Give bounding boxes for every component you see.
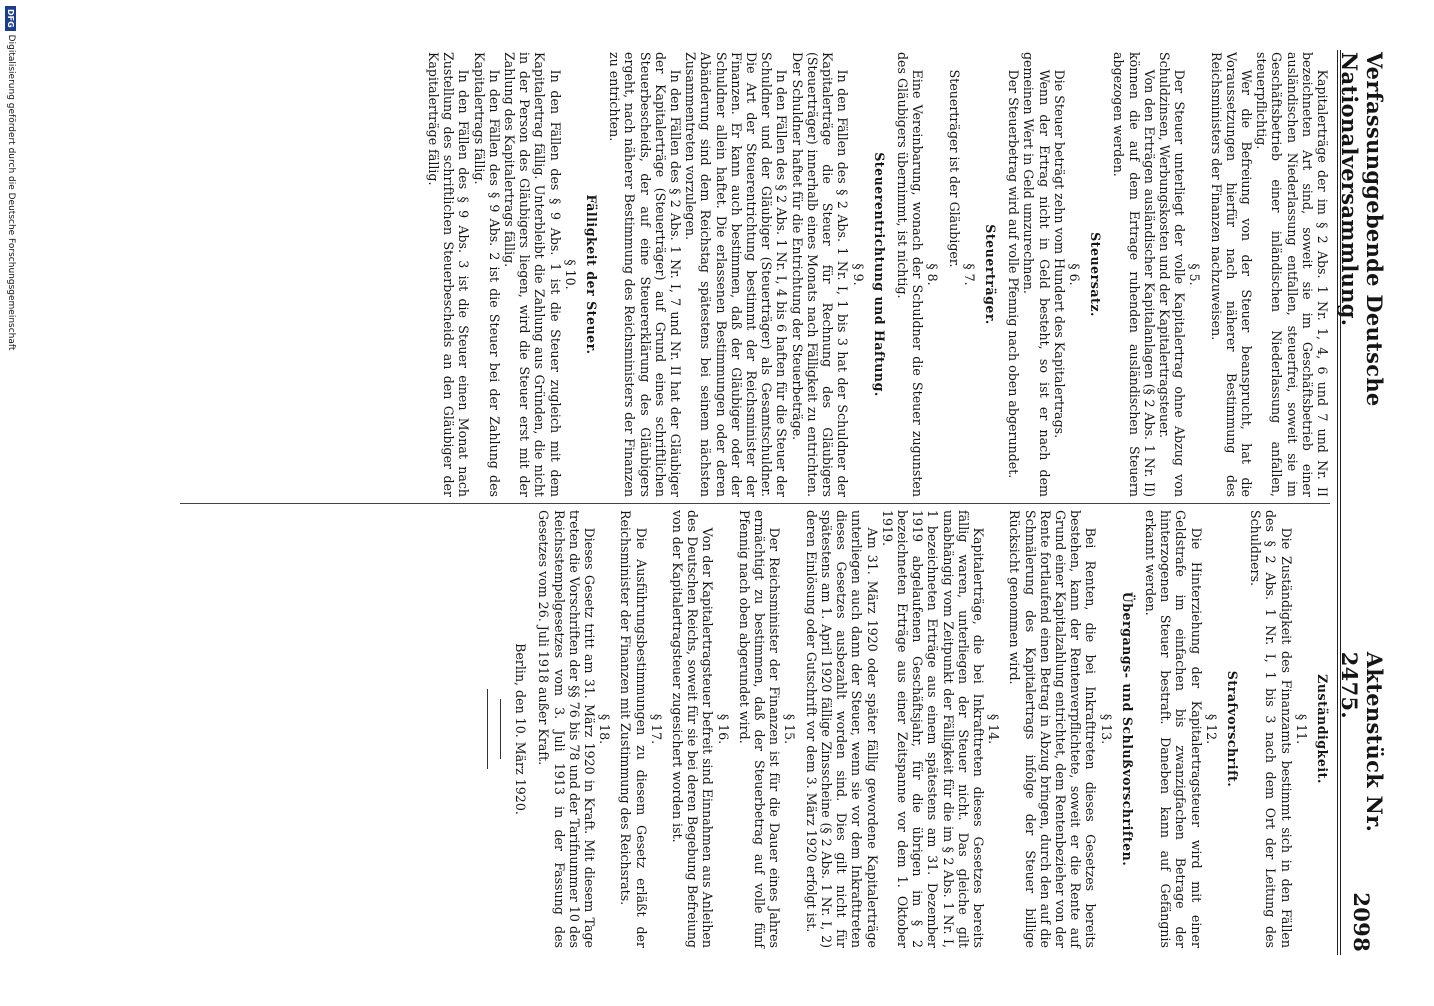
section-number: § 5. [1187, 263, 1203, 286]
paragraph: Wenn der Ertrag nicht in Geld besteht, so ist er nach dem gemeinen Wert in Geld umzurechnen. [1021, 52, 1052, 497]
paragraph: Kapitalerträge der im § 2 Abs. 1 Nr. 1, 4, 6 und 7 und Nr. II bezeichneten Art sind, soweit sie im Geschäftsbetrieb einer ausländischen Niederlassung entfallen, steuerfrei, soweit sie im Geschäftsbetrieb einer inländischen Niederlassung anfallen, steuerpflichtig. [1254, 52, 1330, 497]
section-number: § 9. [850, 263, 866, 286]
section-heading: Übergangs- und Schlußvorschriften. [1119, 591, 1135, 867]
footer-text: Digitalisierung gefördert durch die Deutsche Forschungsgemeinschaft [6, 34, 16, 351]
paragraph: In den Fällen des § 9 Abs. 2 ist die Steuer bei der Zahlung des Kapitalertrags fällig. [471, 52, 502, 497]
section-number: § 8. [925, 263, 941, 286]
section-number: § 7. [961, 263, 977, 286]
paragraph: In den Fällen des § 2 Abs. 1 Nr. I, 1 bis 3 hat der Schuldner der Kapitalerträge die Steuer für Rechnung des Gläubigers (Steuerträger) innerhalb eines Monats nach Fälligkeit zu entrichten. Der Schuldner haftet für die Entrichtung der Steuerbeträge. [789, 52, 851, 497]
paragraph: Der Reichsminister der Finanzen ist für die Dauer eines Jahres ermächtigt zu bestimmen, daß der Steuerbetrag auf volle fünf Pfennig nach oben abgerundet wird. [736, 510, 783, 948]
paragraph: Eine Vereinbarung, wonach der Schuldner die Steuer zugunsten des Gläubigers übernimmt, ist nichtig. [894, 52, 926, 497]
signature-line [487, 689, 488, 769]
header-title: Verfassunggebende Deutsche Nationalversammlung. [1337, 52, 1387, 407]
paragraph: Dieses Gesetz tritt am 31. März 1920 in Kraft. Mit diesem Tage treten die Vorschriften der §§ 76 bis 78 und der Tarifnummer 10 des Reichsstempelgesetzes vom 3. Juli 1913 in der Fassung des Gesetzes vom 26. Juli 1918 außer Kraft. [536, 510, 598, 948]
header-rule [1337, 50, 1341, 955]
page-header [1337, 52, 1387, 952]
paragraph: In den Fällen des § 2 Abs. 1 Nr. I, 4 bis 6 haften für die Steuer der Schuldner und der Gläubiger (Steuerträger) als Gesamtschuldner. Die Art der Steuerentrichtung bestimmt der Reichsminister der Finanzen. Er kann auch bestimmen, daß der Gläubiger oder der Schuldner allein haftet. Die erlassenen Bestimmungen oder deren Abänderung sind dem Reichstag spätestens bei seinem nächsten Zusammentreten vorzulegen. [683, 52, 790, 497]
dfg-logo: DFG [6, 6, 17, 31]
paragraph: Der Steuerbetrag wird auf volle Pfennig nach oben abgerundet. [1006, 69, 1022, 479]
section-number: § 14. [986, 713, 1002, 745]
paragraph: Die Hinterziehung der Kapitalertragsteuer wird mit einer Geldstrafe im einfachen bis zwanzigfachen Betrage der hinterzogenen Steuer bestraft. Daneben kann auf Gefängnis erkannt werden. [1142, 510, 1204, 948]
paragraph: Von der Kapitalertragsteuer befreit sind Einnahmen aus Anleihen des Deutschen Reichs, soweit für sie bei deren Begebung Befreiung von der Kapitalertragsteuer zugesichert worden ist. [670, 510, 716, 948]
paragraph: Steuerträger ist der Gläubiger. [946, 69, 962, 268]
signature-place-date: Berlin, den 10. März 1920. [513, 643, 529, 815]
section-heading: Steuerentrichtung und Haftung. [871, 152, 887, 397]
section-number: § 17. [648, 713, 664, 745]
paragraph: Die Steuer beträgt zehn vom Hundert des Kapitalertrags. [1051, 69, 1067, 439]
section-heading: Strafvorschrift. [1224, 670, 1240, 788]
paragraph: Die Zuständigkeit des Finanzamts bestimmt sich in den Fällen des § 2 Abs. 1 Nr. I, 1 bis 3 nach dem Ort der Leitung des Schuldners. [1248, 510, 1294, 948]
section-number: § 15. [782, 713, 798, 745]
paragraph: Am 31. März 1920 oder später fällig gewordene Kapitalerträge unterliegen auch dann der Steuer, wenn sie vor dem Inkrafttreten dieses Gesetzes ausbezahlt worden sind. Dies gilt nicht für spätestens am 1. April 1920 fällige Zinsscheine (§ 2 Abs. 1 Nr. I, 2) deren Einlösung oder Gutschrift vor dem 3. März 1920 erfolgt ist. [803, 510, 880, 948]
section-heading: Fälligkeit der Steuer. [584, 194, 600, 355]
paragraph: In den Fällen des § 9 Abs. 1 ist die Steuer zugleich mit dem Kapitalertrag fällig. Unterbleibt die Zahlung aus Gründen, die nicht in der Person des Gläubigers liegen, wird die Steuer erst mit der Zahlung des Kapitalertrags fällig. [502, 52, 563, 497]
paragraph: In den Fällen des § 9 Abs. 3 ist die Steuer einen Monat nach Zustellung des schriftlichen Steuerbescheids an den Gläubiger der Kapitalerträge fällig. [426, 52, 472, 497]
header-aktenstueck: Aktenstück Nr. 2475. [1337, 651, 1387, 833]
right-column [475, 510, 1330, 948]
paragraph: Der Steuer unterliegt der volle Kapitalertrag ohne Abzug von Schuldzinsen, Werbungskosten und der Kapitalertragsteuer. [1156, 52, 1188, 497]
left-column [426, 52, 1330, 497]
page-number: 2098 [1349, 892, 1375, 952]
section-number: § 16. [715, 713, 731, 745]
column-separator [180, 503, 1330, 504]
section-number: § 10. [562, 259, 578, 290]
section-number: § 13. [1098, 713, 1114, 745]
paragraph: Wer die Befreiung von der Steuer beansprucht, hat die Voraussetzungen hierfür nach näherer Bestimmung des Reichsministers der Finanzen nachzuweisen. [1208, 52, 1254, 497]
section-number: § 11. [1293, 713, 1309, 745]
signature-line [500, 699, 501, 759]
paragraph: Die Ausführungsbestimmungen zu diesem Gesetz erläßt der Reichsminister der Finanzen mit Zustimmung des Reichsrats. [618, 510, 649, 948]
section-heading: Steuerträger. [982, 224, 998, 325]
section-heading: Steuersatz. [1088, 232, 1104, 317]
paragraph: Bei Renten, die bei Inkrafttreten dieses Gesetzes bereits bestehen, kann der Rentenverpflichtete, soweit er die Rente auf Grund einer Kapitalzahlung entrichtet, dem Rentenbezieher von der Rente fortlaufend einen Betrag in Abzug bringen, durch den auf die Schmälerung des Kapitalertrags infolge der Steuer billige Rücksicht genommen wird. [1007, 510, 1099, 948]
footer [3, 0, 19, 1006]
paragraph: In den Fällen des § 2 Abs. 1 Nr. I, 7 und Nr. II hat der Gläubiger der Kapitalerträge (Steuerträger) auf Grund eines schriftlichen Steuerbescheids, der auf eine Steuererklärung des Gläubigers ergeht, nach näherer Bestimmung des Reichsministers der Finanzen zu entrichten. [607, 52, 684, 497]
section-number: § 18. [597, 713, 613, 745]
paragraph: Von den Erträgen ausländischer Kapitalanlagen (§ 2 Abs. 1 Nr. II) können die auf dem Ertrage ruhenden ausländischen Steuern abgezogen werden. [1111, 52, 1157, 497]
section-number: § 6. [1066, 263, 1082, 286]
section-number: § 12. [1203, 713, 1219, 745]
paragraph: Kapitalerträge, die bei Inkrafttreten dieses Gesetzes bereits fällig waren, unterliegen der Steuer nicht. Das gleiche gilt unabhängig vom Zeitpunkt der Fälligkeit für die im § 2 Abs. 1 Nr. I, 1 bezeichneten Erträge aus einem spätestens am 31. Dezember 1919 abgelaufenen Geschäftsjahr, für die übrigen im § 2 bezeichneten Erträge aus einer Zeitspanne vor dem 1. Oktober 1919. [879, 510, 986, 948]
section-heading: Zuständigkeit. [1315, 674, 1330, 784]
